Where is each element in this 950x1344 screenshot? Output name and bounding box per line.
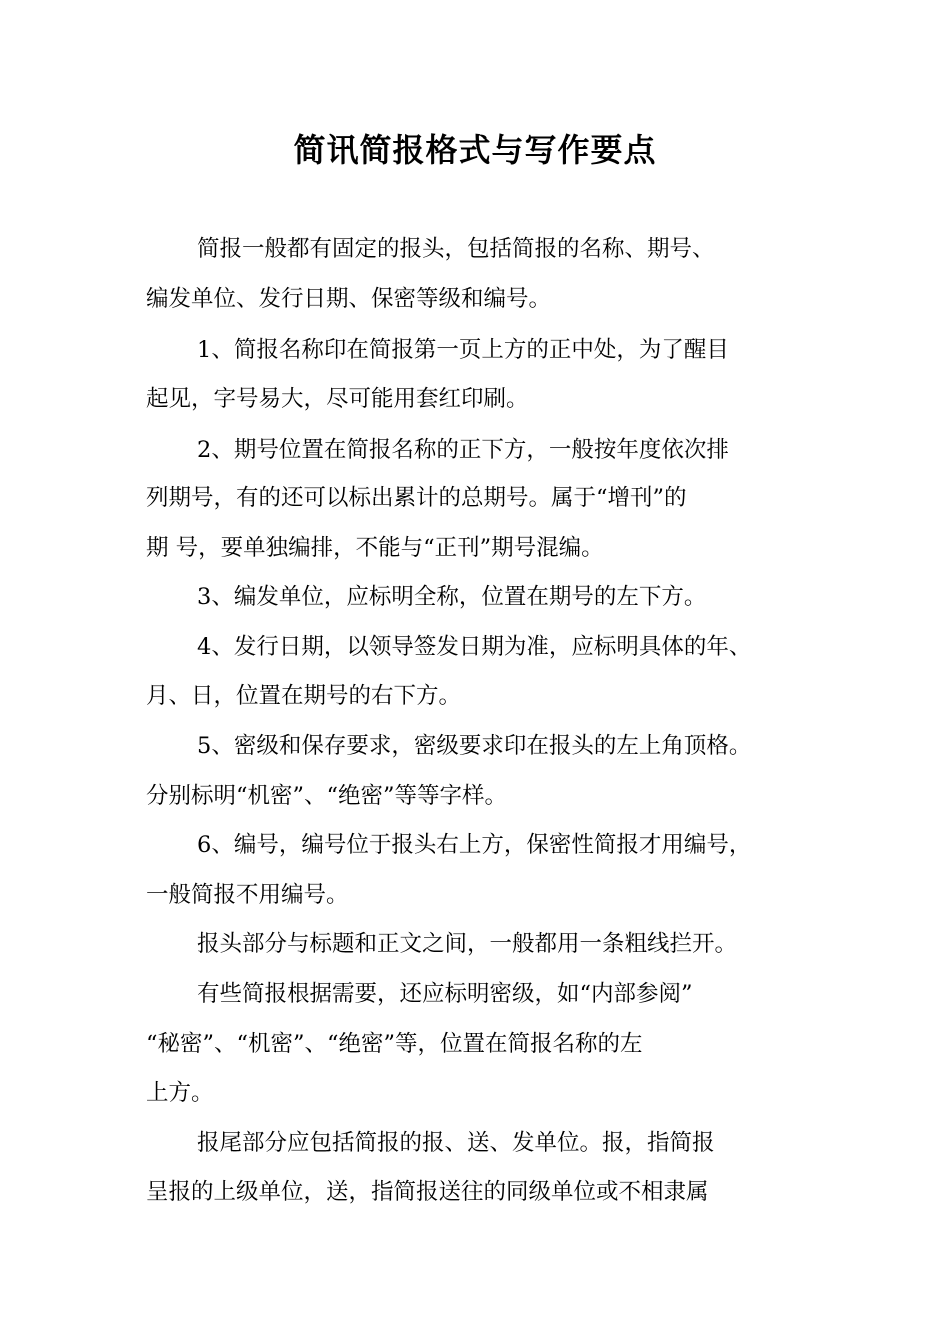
- document-title: 简讯简报格式与写作要点: [293, 131, 657, 169]
- paragraph-line: 2、期号位置在简报名称的正下方，一般按年度依次排: [197, 437, 729, 463]
- paragraph-line: 上方。: [146, 1080, 214, 1106]
- paragraph-line: 1、简报名称印在简报第一页上方的正中处，为了醒目: [197, 337, 729, 363]
- paragraph-line: 4、发行日期，以领导签发日期为准，应标明具体的年、: [197, 634, 752, 660]
- paragraph-line: 报头部分与标题和正文之间，一般都用一条粗线拦开。: [197, 931, 738, 957]
- paragraph-line: 分别标明“机密”、“绝密”等等字样。: [146, 783, 508, 809]
- paragraph-line: 编发单位、发行日期、保密等级和编号。: [146, 286, 552, 312]
- paragraph-line: 列期号，有的还可以标出累计的总期号。属于“增刊”的: [146, 485, 687, 511]
- paragraph-line: 简报一般都有固定的报头，包括简报的名称、期号、: [197, 236, 715, 262]
- paragraph-line: 呈报的上级单位，送，指简报送往的同级单位或不相隶属: [146, 1179, 709, 1205]
- paragraph-line: 一般简报不用编号。: [146, 882, 349, 908]
- paragraph-line: 月、日，位置在期号的右下方。: [146, 683, 462, 709]
- paragraph-line: 期 号，要单独编排，不能与“正刊”期号混编。: [146, 535, 604, 561]
- paragraph-line: 5、密级和保存要求，密级要求印在报头的左上角顶格。: [197, 733, 752, 759]
- paragraph-line: “秘密”、“机密”、“绝密”等，位置在简报名称的左: [146, 1031, 643, 1057]
- paragraph-line: 6、编号，编号位于报头右上方，保密性简报才用编号，: [197, 832, 752, 858]
- paragraph-line: 起见，字号易大，尽可能用套红印刷。: [146, 386, 529, 412]
- paragraph-line: 有些简报根据需要，还应标明密级，如“内部参阅”: [197, 981, 693, 1007]
- paragraph-line: 报尾部分应包括简报的报、送、发单位。报，指简报: [197, 1130, 715, 1156]
- paragraph-line: 3、编发单位，应标明全称，位置在期号的左下方。: [197, 584, 707, 610]
